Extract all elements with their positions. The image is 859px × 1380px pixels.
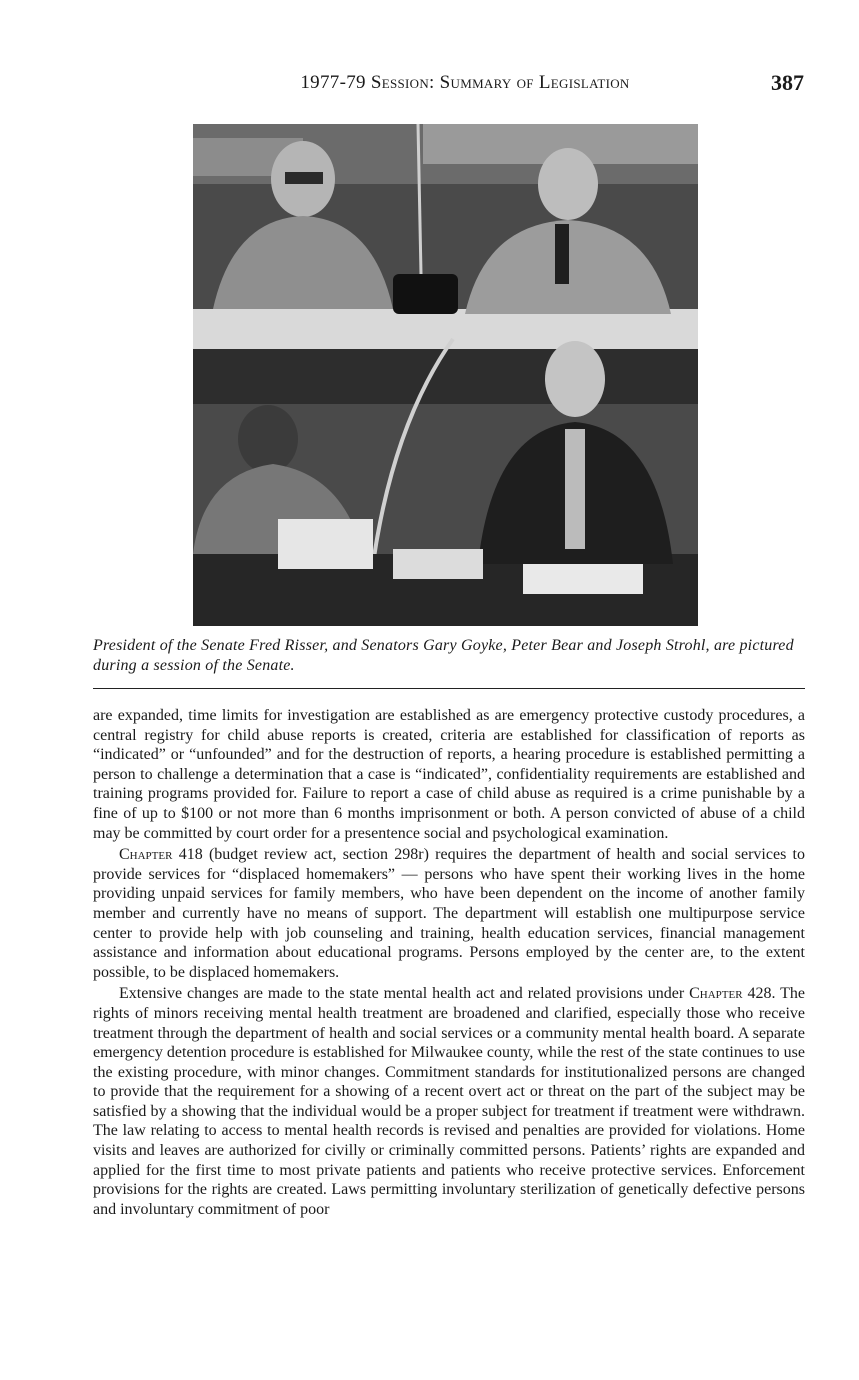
body-paragraph-1: are expanded, time limits for investigation are established as are emergency protective custody procedures, a central registry for child abuse reports is created, criteria are established for classification of reports as “indicated” or “unfounded” and for the destruction of reports, a hearing procedure is established permitting a person to challenge a determination that a case is “indicated”, confidentiality requirements are established and training programs provided for. Failure to report a case of child abuse as required is a crime punishable by a fine of up to $100 or not more than 6 months imprisonment or both. A person convicted of abuse of a child may be committed by court order for a presentence social and psychological examination. <box>93 707 805 842</box>
body-text <box>93 706 805 1221</box>
photo-upper-desk <box>193 309 698 349</box>
running-head <box>120 72 810 98</box>
body-paragraph-3-start: Extensive changes are made to the state mental health act and related provisions under <box>119 985 690 1003</box>
photo-papers-center <box>393 549 483 579</box>
photo-caption: President of the Senate Fred Risser, and Senators Gary Goyke, Peter Bear and Joseph Strohl, are pictured during a session of the Senate. <box>93 637 794 674</box>
photo-person-4-tie <box>565 429 585 549</box>
photo-person-4-head <box>545 341 605 417</box>
photo-person-2-tie <box>555 224 569 284</box>
page-number: 387 <box>771 70 804 95</box>
photo-papers-left <box>278 519 373 569</box>
body-paragraph-3 <box>93 984 805 1219</box>
photo-telephone <box>393 274 458 314</box>
body-paragraph-3-text: 428. The rights of minors receiving mental health treatment are broadened and clarified, especially those who receive treatment through the department of health and social services or a community mental health board. A separate emergency detention procedure is established for Milwaukee county, while the rest of the state continues to use the existing procedure, with minor changes. Commitment standards for institutionalized persons are changed to provide that the requirement for a showing of a recent overt act or threat on the part of the subject may be satisfied by a showing that the individual would be a proper subject for treatment if treatment were withdrawn. The law relating to access to mental health records is revised and penalties are provided for violations. Home visits and leaves are authorized for civilly or criminally committed persons. Patients’ rights are expanded and applied for the first time to most private patients and patients who receive protective services. Enforcement provisions for the rights are created. Laws permitting involuntary sterilization of genetically defective persons and involuntary commitment of poor <box>93 985 806 1218</box>
senate-photo <box>193 124 698 626</box>
running-title-smallcaps: Session: Summary of Legislation <box>370 72 630 93</box>
chapter-lead: Chapter <box>689 985 743 1003</box>
body-paragraph-2-text: 418 (budget review act, section 298r) requires the department of health and social services to provide services for “displaced homemakers” — persons who have spent their working lives in the home providing unpaid services for family members, who have been dependent on the income of another family member and currently have no means of support. The department will establish one multipurpose service center to provide help with job counseling and training, health education services, financial management assistance and information about educational programs. Persons employed by the center are, to the extent possible, to be displaced homemakers. <box>93 846 805 981</box>
chapter-lead: Chapter <box>119 846 173 864</box>
caption-rule <box>93 688 805 689</box>
photo-person-3-head <box>238 405 298 473</box>
running-title <box>120 72 810 94</box>
running-title-prefix: 1977-79 <box>300 72 371 93</box>
photo-person-1-glasses <box>285 172 323 184</box>
photo-upper-desk-front <box>193 349 698 404</box>
photo-papers-right <box>523 564 643 594</box>
body-paragraph-2 <box>93 845 805 982</box>
photo-person-2-head <box>538 148 598 220</box>
senate-photo-illustration <box>193 124 698 626</box>
